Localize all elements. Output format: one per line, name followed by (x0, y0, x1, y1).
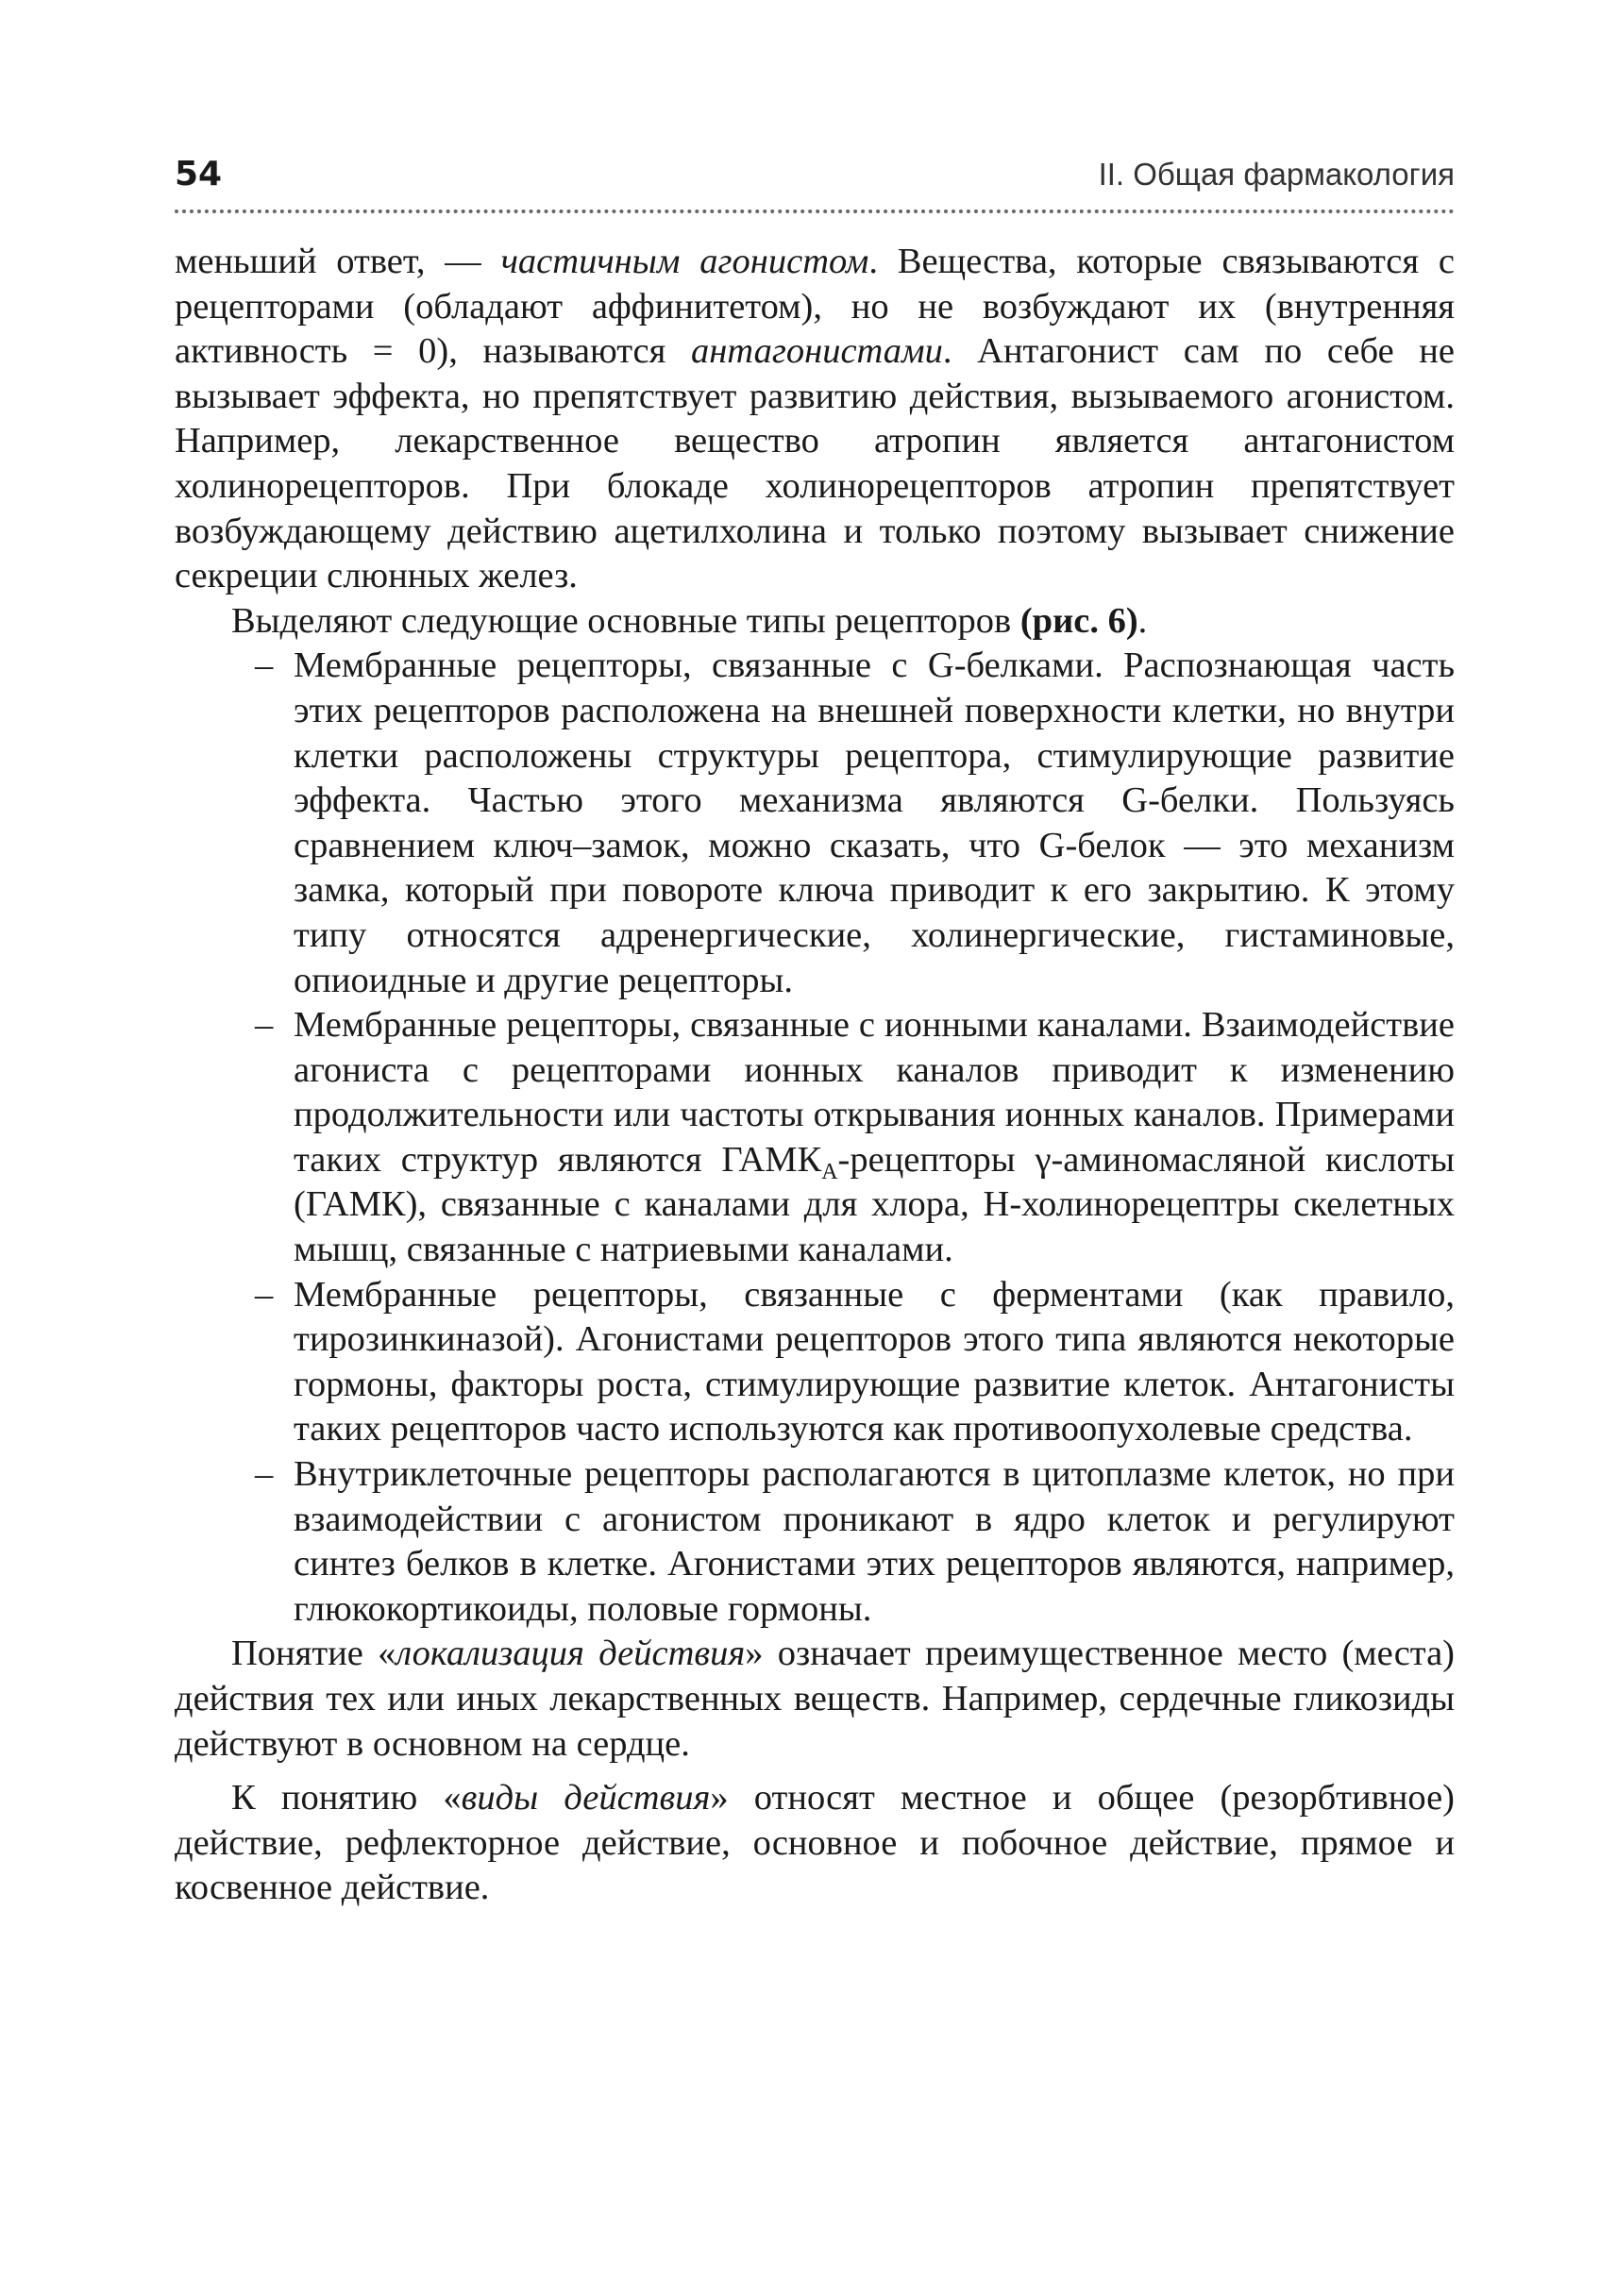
text-run: . (1137, 600, 1148, 641)
list-item (175, 1273, 1455, 1452)
dash-bullet: – (255, 1274, 274, 1315)
page-number: 54 (175, 155, 223, 193)
header-divider (175, 209, 1455, 213)
text-run: » относят местное и общее (резорбтивное) действие, рефлекторное действие, основное и побочное действие, прямое и косвенное действие. (175, 1778, 1455, 1908)
list-item-text: Внутриклеточные рецепторы располагаются в цитоплазме клеток, но при взаимодействии с агонистом проникают в ядро клеток и регулируют синтез белков в клетке. Агонистами этих рецепторов являются, например, глюкокортикоиды, половые гормоны. (294, 1454, 1455, 1629)
list-item-text: Мембранные рецепторы, связанные с G-белками. Распознающая часть этих рецепторов расположена на внешней поверхности клетки, но внутри клетки расположены структуры рецептора, стимулирующие развитие эффекта. Частью этого механизма являются G-белки. Пользуясь сравнением ключ–замок, можно сказать, что G-белок — это механизм замка, который при повороте ключа приводит к его закрытию. К этому типу относятся адренергические, холинергические, гистаминовые, опиоидные и другие рецепторы. (294, 645, 1455, 1000)
list-item-text: Мембранные рецепторы, связанные с ионными каналами. Взаимодействие агониста с рецепторами ионных каналов приводит к изменению продолжительности или частоты открывания ионных каналов. Примерами таких структур являются ГАМК (294, 1005, 1455, 1180)
text-run: меньший ответ, — (175, 242, 501, 281)
dash-bullet: – (255, 1005, 274, 1046)
list-item (175, 1003, 1455, 1273)
text-run: » означает преимущественное место (места) действия тех или иных лекарственных веществ. Например, сердечные гликозиды действуют в основном на сердце. (175, 1634, 1455, 1764)
term-partial-agonist: частичным агонистом (500, 242, 869, 281)
subscript-a: А (821, 1159, 838, 1184)
term-types-of-action: виды действия (461, 1778, 711, 1818)
dash-bullet: – (255, 1454, 274, 1495)
page-header (175, 151, 1455, 198)
paragraph-agonist-antagonist (175, 240, 1455, 599)
list-item (175, 644, 1455, 1003)
text-run: К понятию « (231, 1778, 462, 1818)
term-antagonists: антагонистами (690, 331, 943, 372)
list-item-text: Мембранные рецепторы, связанные с ферментами (как правило, тирозинкиназой). Агонистами рецепторов этого типа являются некоторые гормоны, факторы роста, стимулирующие развитие клеток. Антагонисты таких рецепторов часто используются как противоопухолевые средства. (294, 1274, 1455, 1450)
text-run: Понятие « (231, 1634, 396, 1674)
text-run: . Антагонист сам по себе не вызывает эффекта, но препятствует развитию действия, вызываемого агонистом. Например, лекарственное вещество атропин является антагонистом холинорецепторов. При блокаде холинорецепторов атропин препятствует возбуждающему действию ацетилхолина и только поэтому вызывает снижение секреции слюнных желез. (175, 331, 1455, 596)
dash-bullet: – (255, 645, 274, 686)
list-item-text: -рецепторы γ-аминомасляной кислоты (ГАМК), связанные с каналами для хлора, Н-холинорецептры скелетных мышц, связанные с натриевыми каналами. (294, 1139, 1455, 1270)
paragraph-localization (175, 1632, 1455, 1767)
paragraph-types-of-action (175, 1776, 1455, 1911)
list-item (175, 1452, 1455, 1632)
term-localization: локализация действия (396, 1634, 746, 1674)
text-run: Выделяют следующие основные типы рецепторов (231, 600, 1020, 641)
body-text (175, 240, 1455, 1911)
text-run: . Вещества, которые связываются с рецепторами (обладают аффинитетом), но не возбуждают их (внутренняя активность = 0), называются (175, 242, 1455, 372)
receptor-types-list (175, 644, 1455, 1632)
figure-reference: (рис. 6) (1019, 600, 1138, 641)
running-title: II. Общая фармакология (1098, 157, 1455, 192)
paragraph-receptor-types-intro (175, 599, 1455, 645)
